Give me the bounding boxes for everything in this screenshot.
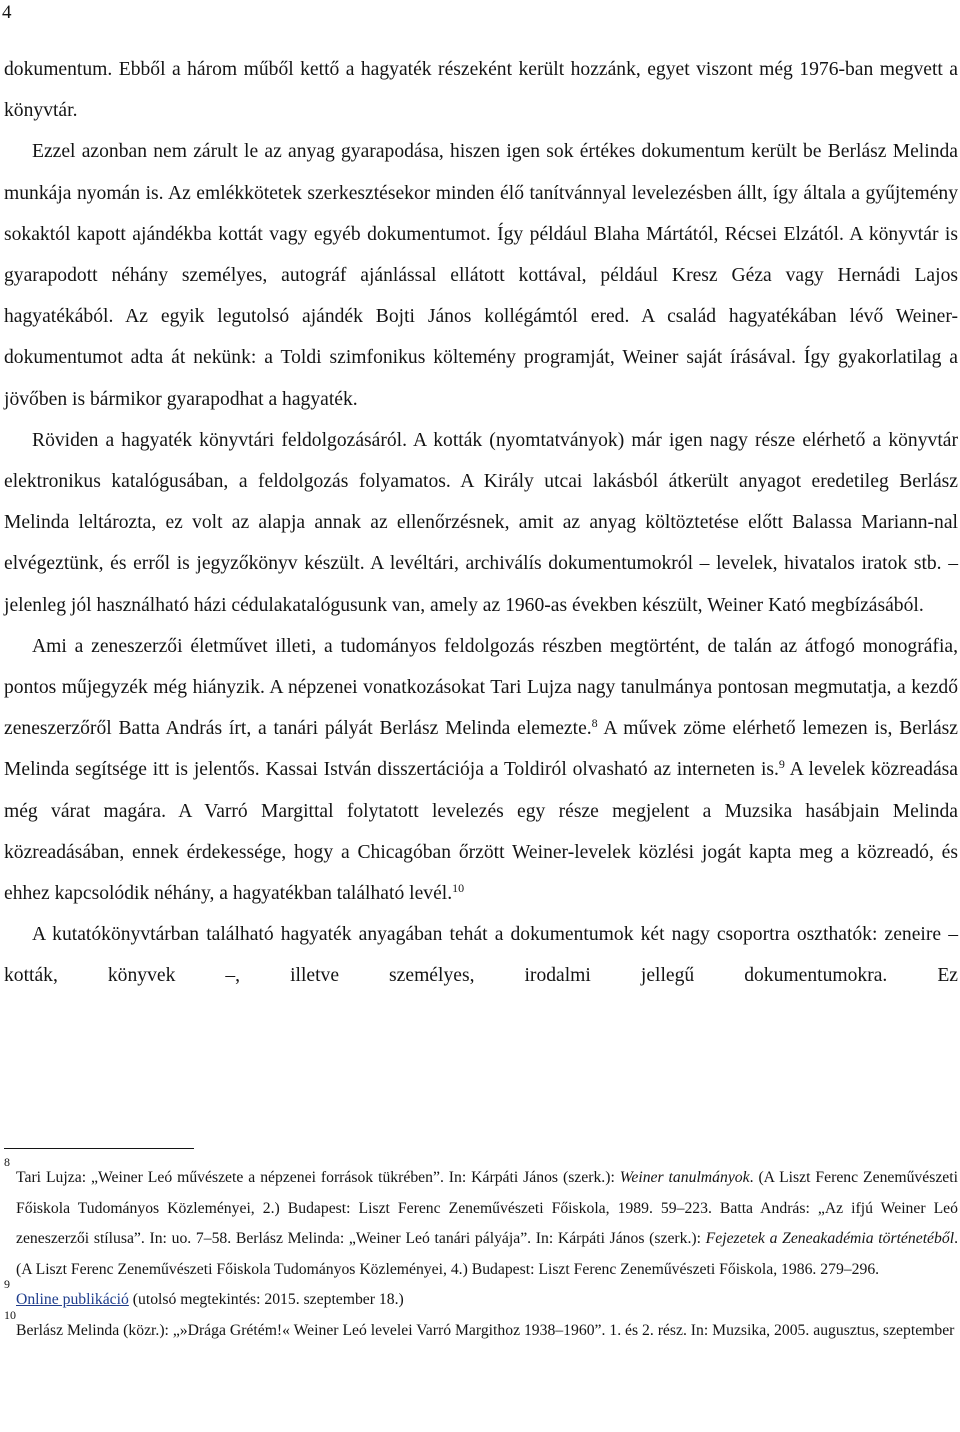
paragraph-text: Ami a zeneszerzői életművet illeti, a tudományos feldolgozás részben megtörtént, de talán az átfogó monográfia, pontos műjegyzék még hiányzik. A népzenei vonatkozásokat Tari Lujza nagy tanulmánya pontosan megmutatja, a kezdő zeneszerzőről Batta András írt, a tanári pályát Berlász Melinda elemezte. <box>4 635 958 740</box>
footnote-text: Berlász Melinda (közr.): „»Drága Grétém!« Weiner Leó levelei Varró Margithoz 1938–1960”. 1. és 2. rész. In: Muzsika, 2005. augusztus, szeptember <box>16 1321 955 1339</box>
paragraph-text: dokumentum. Ebből a három műből kettő a hagyaték részeként került hozzánk, egyet viszont még 1976-ban megvett a könyvtár. <box>4 59 958 122</box>
paragraph-4 <box>4 626 958 914</box>
footnote-text: Tari Lujza: „Weiner Leó művészete a népzenei források tükrében”. In: Kárpáti János (szerk.): <box>16 1169 620 1186</box>
paragraph-5 <box>4 914 958 996</box>
paragraph-text: A levelek közreadása még várat magára. A Varró Margittal folytatott levelezés egy része megjelent a Muzsika hasábjain Melinda közreadásában, ennek érdekessége, hogy a Chicagóban őrzött Weiner-levelek közlési jogát kapta meg a közreadó, és ehhez kapcsolódik néhány, a hagyatékban található levél. <box>4 759 958 905</box>
footnote-9 <box>4 1277 958 1316</box>
paragraph-text: A művek zöme elérhető lemezen is, Berlász Melinda segítsége itt is jelentős. Kassai István disszertációja a Toldiról olvasható az interneten is. <box>4 718 958 781</box>
footnote-mark: 9 <box>4 1277 10 1292</box>
footnotes <box>4 1155 958 1347</box>
footnote-ref-9[interactable]: 9 <box>778 757 785 772</box>
body-text <box>4 49 958 997</box>
paragraph-1 <box>4 49 958 131</box>
footnote-separator <box>4 1148 194 1149</box>
footnote-text: . (A Liszt Ferenc Zeneművészeti Főiskola Tudományos Közleményei, 4.) Budapest: Liszt Ferenc Zeneművészeti Főiskola, 1986. 279–296. <box>16 1230 958 1278</box>
paragraph-3 <box>4 420 958 626</box>
footnote-10 <box>4 1307 958 1347</box>
book-title: Weiner tanulmányok <box>619 1169 750 1186</box>
footnote-8 <box>4 1155 958 1285</box>
paragraph-text: Röviden a hagyaték könyvtári feldolgozásáról. A kották (nyomtatványok) már igen nagy része elérhető a könyvtár elektronikus katalógusában, a feldolgozás folyamatos. A Király utcai lakásból átkerült anyagot eredetileg Berlász Melinda leltározta, ez volt az alapja annak az ellenőrzésnek, amit az anyag költöztetése előtt Balassa Mariann-nal elvégeztünk, és erről is jegyzőkönyv készült. A levéltári, archiválís dokumentumokról – levelek, hivatalos iratok stb. – jelenleg jól használható házi cédulakatalógusunk van, amely az 1960-as években készült, Weiner Kató megbízásából. <box>4 429 958 616</box>
book-title: Fejezetek a Zeneakadémia történetéből <box>705 1230 955 1248</box>
footnote-mark: 10 <box>4 1307 16 1322</box>
footnote-ref-10[interactable]: 10 <box>452 880 465 895</box>
paragraph-2 <box>4 131 958 419</box>
footnote-ref-8[interactable]: 8 <box>591 716 598 731</box>
online-publication-link[interactable]: Online publikáció <box>16 1291 129 1309</box>
paragraph-text: A kutatókönyvtárban található hagyaték anyagában tehát a dokumentumok két nagy csoportra oszthatók: zeneire – kották, könyvek –, illetve személyes, irodalmi jellegű dokumentumokra. Ez <box>4 924 958 987</box>
footnote-mark: 8 <box>4 1155 10 1169</box>
page-number: 4 <box>2 2 12 23</box>
footnote-text: . (A Liszt Ferenc Zeneművészeti Főiskola Tudományos Közleményei, 2.) Budapest: Liszt Ferenc Zeneművészeti Főiskola, 1989. 59–223. Batta András: „Az ifjú Weiner Leó zeneszerzői stílusa”. In: uo. 7–58. Berlász Melinda: „Weiner Leó tanári pályája”. In: Kárpáti János (szerk.): <box>16 1169 958 1248</box>
footnote-text: (utolsó megtekintés: 2015. szeptember 18.) <box>128 1291 404 1309</box>
paragraph-text: Ezzel azonban nem zárult le az anyag gyarapodása, hiszen igen sok értékes dokumentum került be Berlász Melinda munkája nyomán is. Az emlékkötetek szerkesztésekor minden élő tanítvánnyal levelezésben állt, így általa a gyűjtemény sokaktól kapott ajándékba kottát vagy egyéb dokumentumot. Így például Blaha Mártától, Récsei Elzától. A könyvtár is gyarapodott néhány személyes, autográf ajánlással ellátott kottával, például Kresz Géza vagy Hernádi Lajos hagyatékából. Az egyik legutolsó ajándék Bojti János kollégámtól ered. A család hagyatékában lévő Weiner-dokumentumot adta át nekünk: a Toldi szimfonikus költemény programját, Weiner saját írásával. Így gyakorlatilag a jövőben is bármikor gyarapodhat a hagyaték. <box>4 141 958 410</box>
